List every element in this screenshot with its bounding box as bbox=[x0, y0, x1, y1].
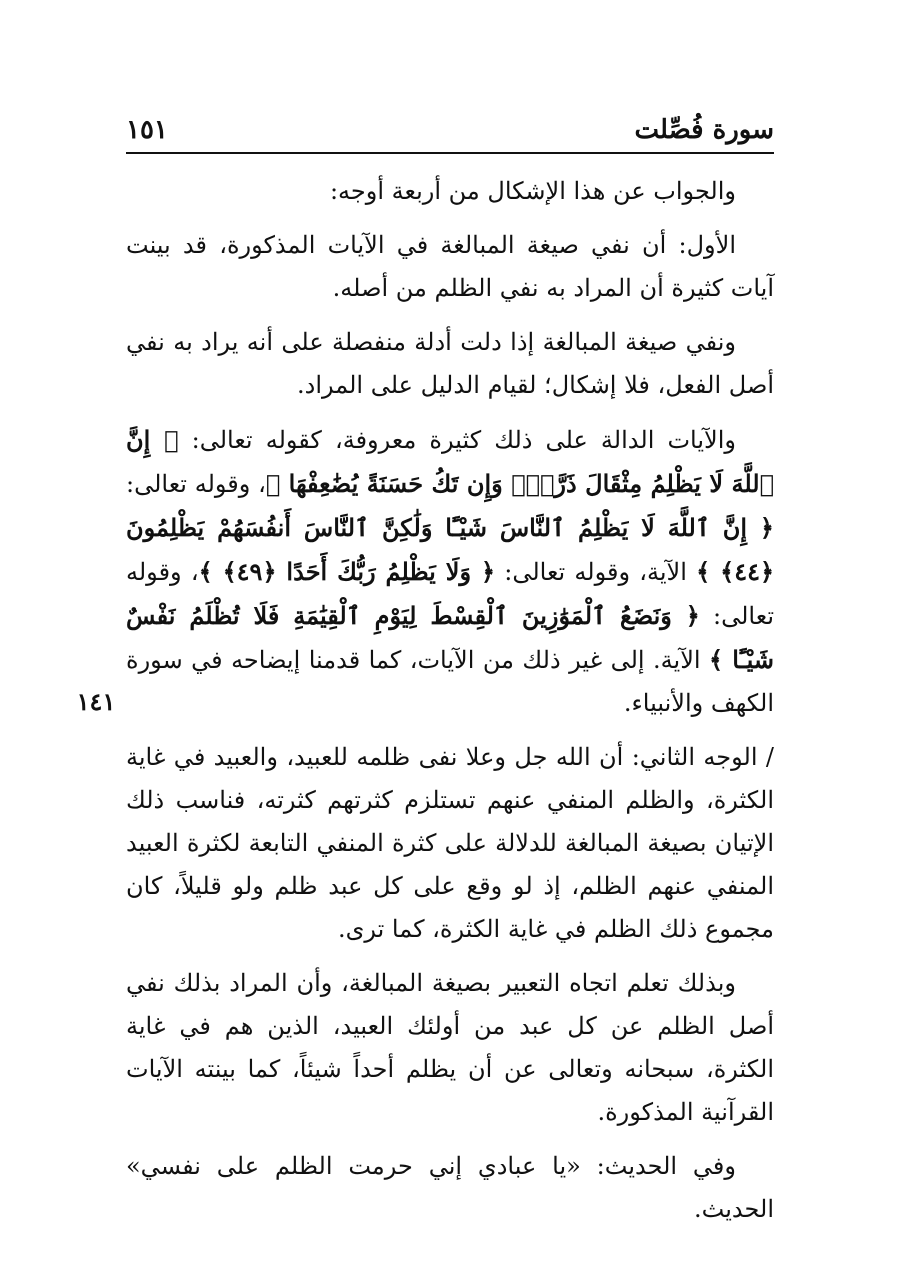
quran-verse-2: ﴿ إِنَّ ٱللَّهَ لَا يَظْلِمُ ٱلنَّاسَ شَيْـًٔا وَلَٰكِنَّ ٱلنَّاسَ أَنفُسَهُمْ يَظْلِمُونَ ﴿٤٤﴾ ﴾ bbox=[126, 513, 775, 586]
header-rule bbox=[126, 152, 774, 154]
page-number: ١٥١ bbox=[126, 115, 168, 145]
paragraph-second-aspect: / الوجه الثاني: أن الله جل وعلا نفى ظلمه للعبيد، والعبيد في غاية الكثرة، والظلم المنفي عنهم تستلزم كثرتهم كثرته، فناسب ذلك الإتيان بصيغة المبالغة للدلالة على كثرة المنفي التابعة لكثرة العبيد المنفي عنهم الظلم، إذ لو وقع على كل عبد ظلم ولو قليلاً، كان مجموع ذلك الظلم في غاية الكثرة، كما ترى. bbox=[126, 743, 774, 943]
quran-verse-3: ﴿ وَلَا يَظْلِمُ رَبُّكَ أَحَدًا ﴿٤٩﴾ ﴾ bbox=[198, 557, 496, 586]
paragraph-hadith: وفي الحديث: «يا عبادي إني حرمت الظلم على نفسي» الحديث. bbox=[126, 1152, 774, 1223]
evidence-text-4: ، وقوله تعالى: bbox=[126, 558, 774, 630]
original-page-reference: ١٤١ bbox=[76, 687, 116, 716]
surah-title: سورة فُصِّلت bbox=[634, 115, 774, 145]
running-head bbox=[126, 112, 774, 152]
paragraph-conclusion: وبذلك تعلم اتجاه التعبير بصيغة المبالغة، وأن المراد بذلك نفي أصل الظلم عن كل عبد من أولئك العبيد، الذين هم في غاية الكثرة، سبحانه وتعالى عن أن يظلم أحداً شيئاً، كما بينته الآيات القرآنية المذكورة. bbox=[126, 969, 774, 1126]
paragraph-quran-evidence bbox=[126, 418, 774, 725]
paragraph-first-aspect: الأول: أن نفي صيغة المبالغة في الآيات المذكورة، قد بينت آيات كثيرة أن المراد به نفي الظلم من أصله. bbox=[126, 231, 774, 302]
evidence-text-2: ، وقوله تعالى: bbox=[126, 470, 266, 498]
evidence-text-1: والآيات الدالة على ذلك كثيرة معروفة، كقوله تعالى: bbox=[178, 426, 736, 454]
paragraph-answer-intro: والجواب عن هذا الإشكال من أربعة أوجه: bbox=[329, 177, 736, 205]
body-text bbox=[126, 170, 774, 1242]
evidence-text-3: الآية، وقوله تعالى: bbox=[495, 558, 697, 586]
quran-verse-4: ﴿ وَنَضَعُ ٱلْمَوَٰزِينَ ٱلْقِسْطَ لِيَوْمِ ٱلْقِيَٰمَةِ فَلَا تُظْلَمُ نَفْسٌ شَيْـًٔا ﴾ bbox=[126, 601, 774, 674]
quran-verse-1: ﴿ إِنَّ ٱللَّهَ لَا يَظْلِمُ مِثْقَالَ ذَرَّةٍۖ وَإِن تَكُ حَسَنَةً يُضَٰعِفْهَا ﴾ bbox=[126, 425, 774, 498]
paragraph-hyperbole-negation: ونفي صيغة المبالغة إذا دلت أدلة منفصلة على أنه يراد به نفي أصل الفعل، فلا إشكال؛ لقيام الدليل على المراد. bbox=[126, 328, 774, 399]
evidence-text-5: الآية. إلى غير ذلك من الآيات، كما قدمنا إيضاحه في سورة الكهف والأنبياء. bbox=[126, 646, 774, 717]
